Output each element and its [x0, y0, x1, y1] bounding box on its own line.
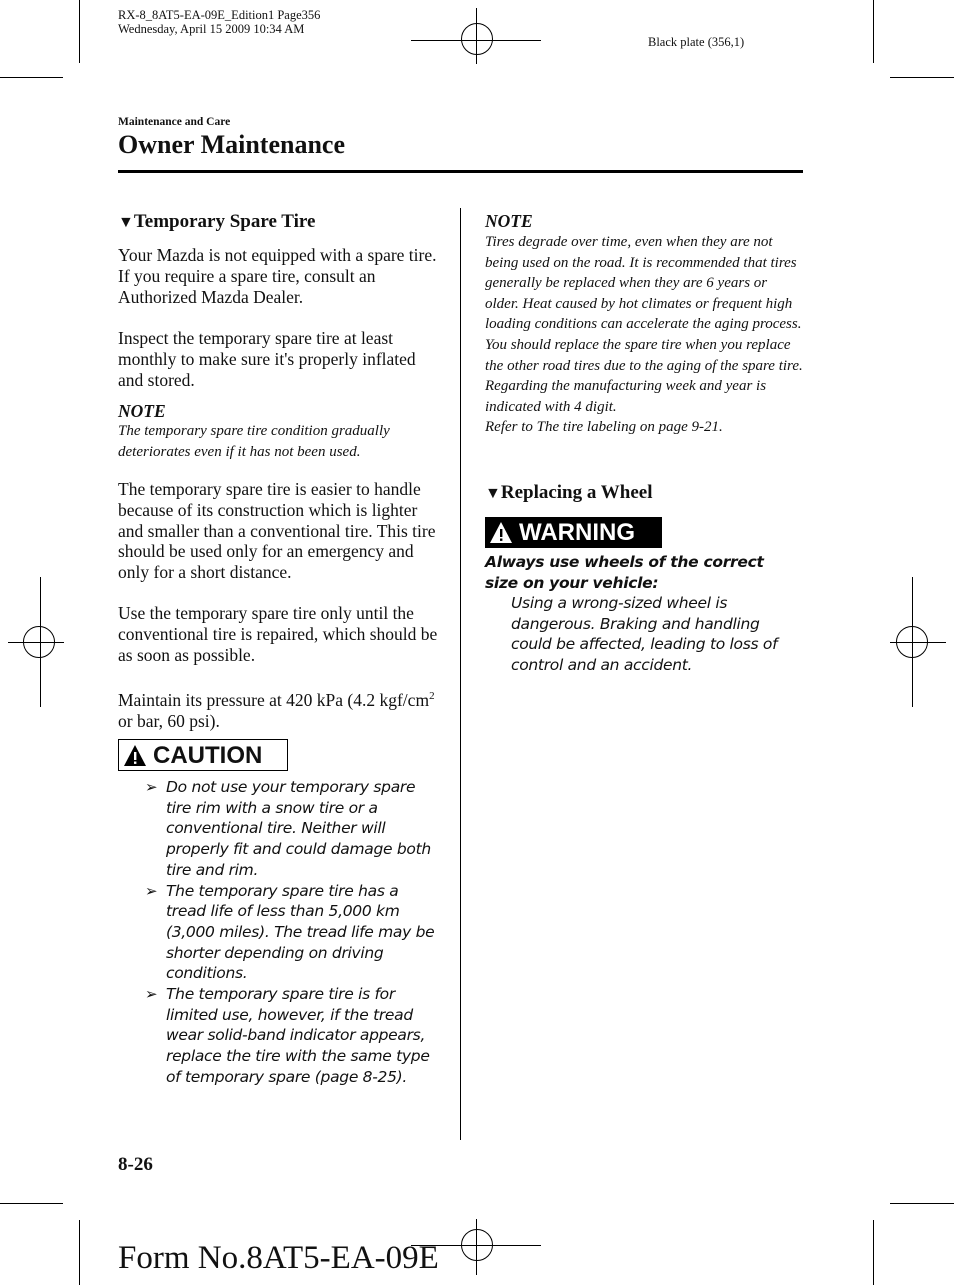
print-job-line: RX-8_8AT5-EA-09E_Edition1 Page356	[118, 8, 321, 22]
print-job-info	[118, 8, 320, 36]
form-number: Form No.8AT5-EA-09E	[118, 1240, 439, 1276]
warning-badge	[485, 517, 662, 548]
print-date-line: Wednesday, April 15 2009 10:34 AM	[118, 22, 305, 36]
right-note-reference: Refer to The tire labeling on page 9-21.	[485, 419, 723, 436]
warning-triangle-icon	[123, 744, 147, 768]
caution-item-text: Do not use your temporary spare tire rim with a snow tire or a conventional tire. Neither will properly fit and could damage both tire and rim.	[166, 778, 431, 879]
bullet-arrow-icon: ➢	[145, 881, 158, 900]
note-title: NOTE	[118, 401, 166, 421]
section-label: Maintenance and Care	[118, 116, 231, 128]
caution-item	[145, 777, 435, 881]
right-note-text	[485, 232, 803, 438]
caution-item	[145, 881, 435, 985]
heading-temporary-spare-tire	[118, 211, 315, 233]
paragraph-use-until: Use the temporary spare tire only until the conventional tire is repaired, which should be as soon as possible.	[118, 603, 438, 665]
heading-text: Temporary Spare Tire	[133, 211, 316, 232]
paragraph-no-spare: Your Mazda is not equipped with a spare tire. If you require a spare tire, consult an Authorized Mazda Dealer.	[118, 245, 437, 307]
paragraph-easier-handle: The temporary spare tire is easier to handle because of its construction which is lighter and smaller than a conventional tire. This tire should be used only for an emergency and only for a short distance.	[118, 479, 436, 583]
warning-bold-text: Always use wheels of the correct size on your vehicle:	[485, 553, 764, 592]
bullet-arrow-icon: ➢	[145, 778, 158, 796]
paragraph-inspect: Inspect the temporary spare tire at least monthly to make sure it's properly inflated and stored.	[118, 328, 416, 390]
pressure-superscript: 2	[429, 690, 435, 702]
pressure-text-a: Maintain its pressure at 420 kPa (4.2 kgf/cm	[118, 689, 430, 710]
title-rule	[118, 170, 803, 173]
warning-triangle-icon	[489, 521, 513, 545]
page-number: 8-26	[118, 1154, 153, 1175]
caution-badge	[118, 739, 288, 771]
caution-item-text: The temporary spare tire is for limited use, however, if the tread wear solid-band indicator appears, replace the tire with the same type of temporary spare (page 8-25).	[166, 985, 430, 1086]
page-title: Owner Maintenance	[118, 130, 345, 159]
caution-item	[145, 984, 435, 1088]
caution-label: CAUTION	[153, 742, 263, 769]
heading-marker-icon: ▼	[118, 214, 134, 231]
paragraph-pressure	[118, 686, 443, 731]
pressure-text-b: or bar, 60 psi).	[118, 710, 220, 731]
warning-body-text: Using a wrong-sized wheel is dangerous. Braking and handling could be affected, leading to loss of control and an accident.	[511, 594, 778, 675]
heading-replacing-wheel	[485, 482, 653, 504]
right-note-title: NOTE	[485, 211, 533, 231]
caution-list	[145, 777, 435, 1088]
bullet-arrow-icon: ➢	[145, 985, 158, 1004]
column-divider	[460, 208, 461, 1140]
plate-label: Black plate (356,1)	[648, 35, 745, 49]
right-note-body: Tires degrade over time, even when they are not being used on the road. It is recommended that tires generally be replaced when they are 6 years or older. Heat caused by hot climates or frequent high loading conditions can accelerate the aging process. You should replace the spare tire when you replace the other road tires due to the aging of the spare tire. Regarding the manufacturing week and year is indicated with 4 digit.	[485, 234, 803, 415]
note-text: The temporary spare tire condition gradually deteriorates even if it has not been used.	[118, 423, 390, 460]
heading-text: Replacing a Wheel	[500, 482, 653, 503]
heading-marker-icon: ▼	[485, 485, 501, 502]
warning-label: WARNING	[519, 519, 635, 546]
caution-item-text: The temporary spare tire has a tread life of less than 5,000 km (3,000 miles). The tread life may be shorter depending on driving conditions.	[166, 881, 435, 983]
